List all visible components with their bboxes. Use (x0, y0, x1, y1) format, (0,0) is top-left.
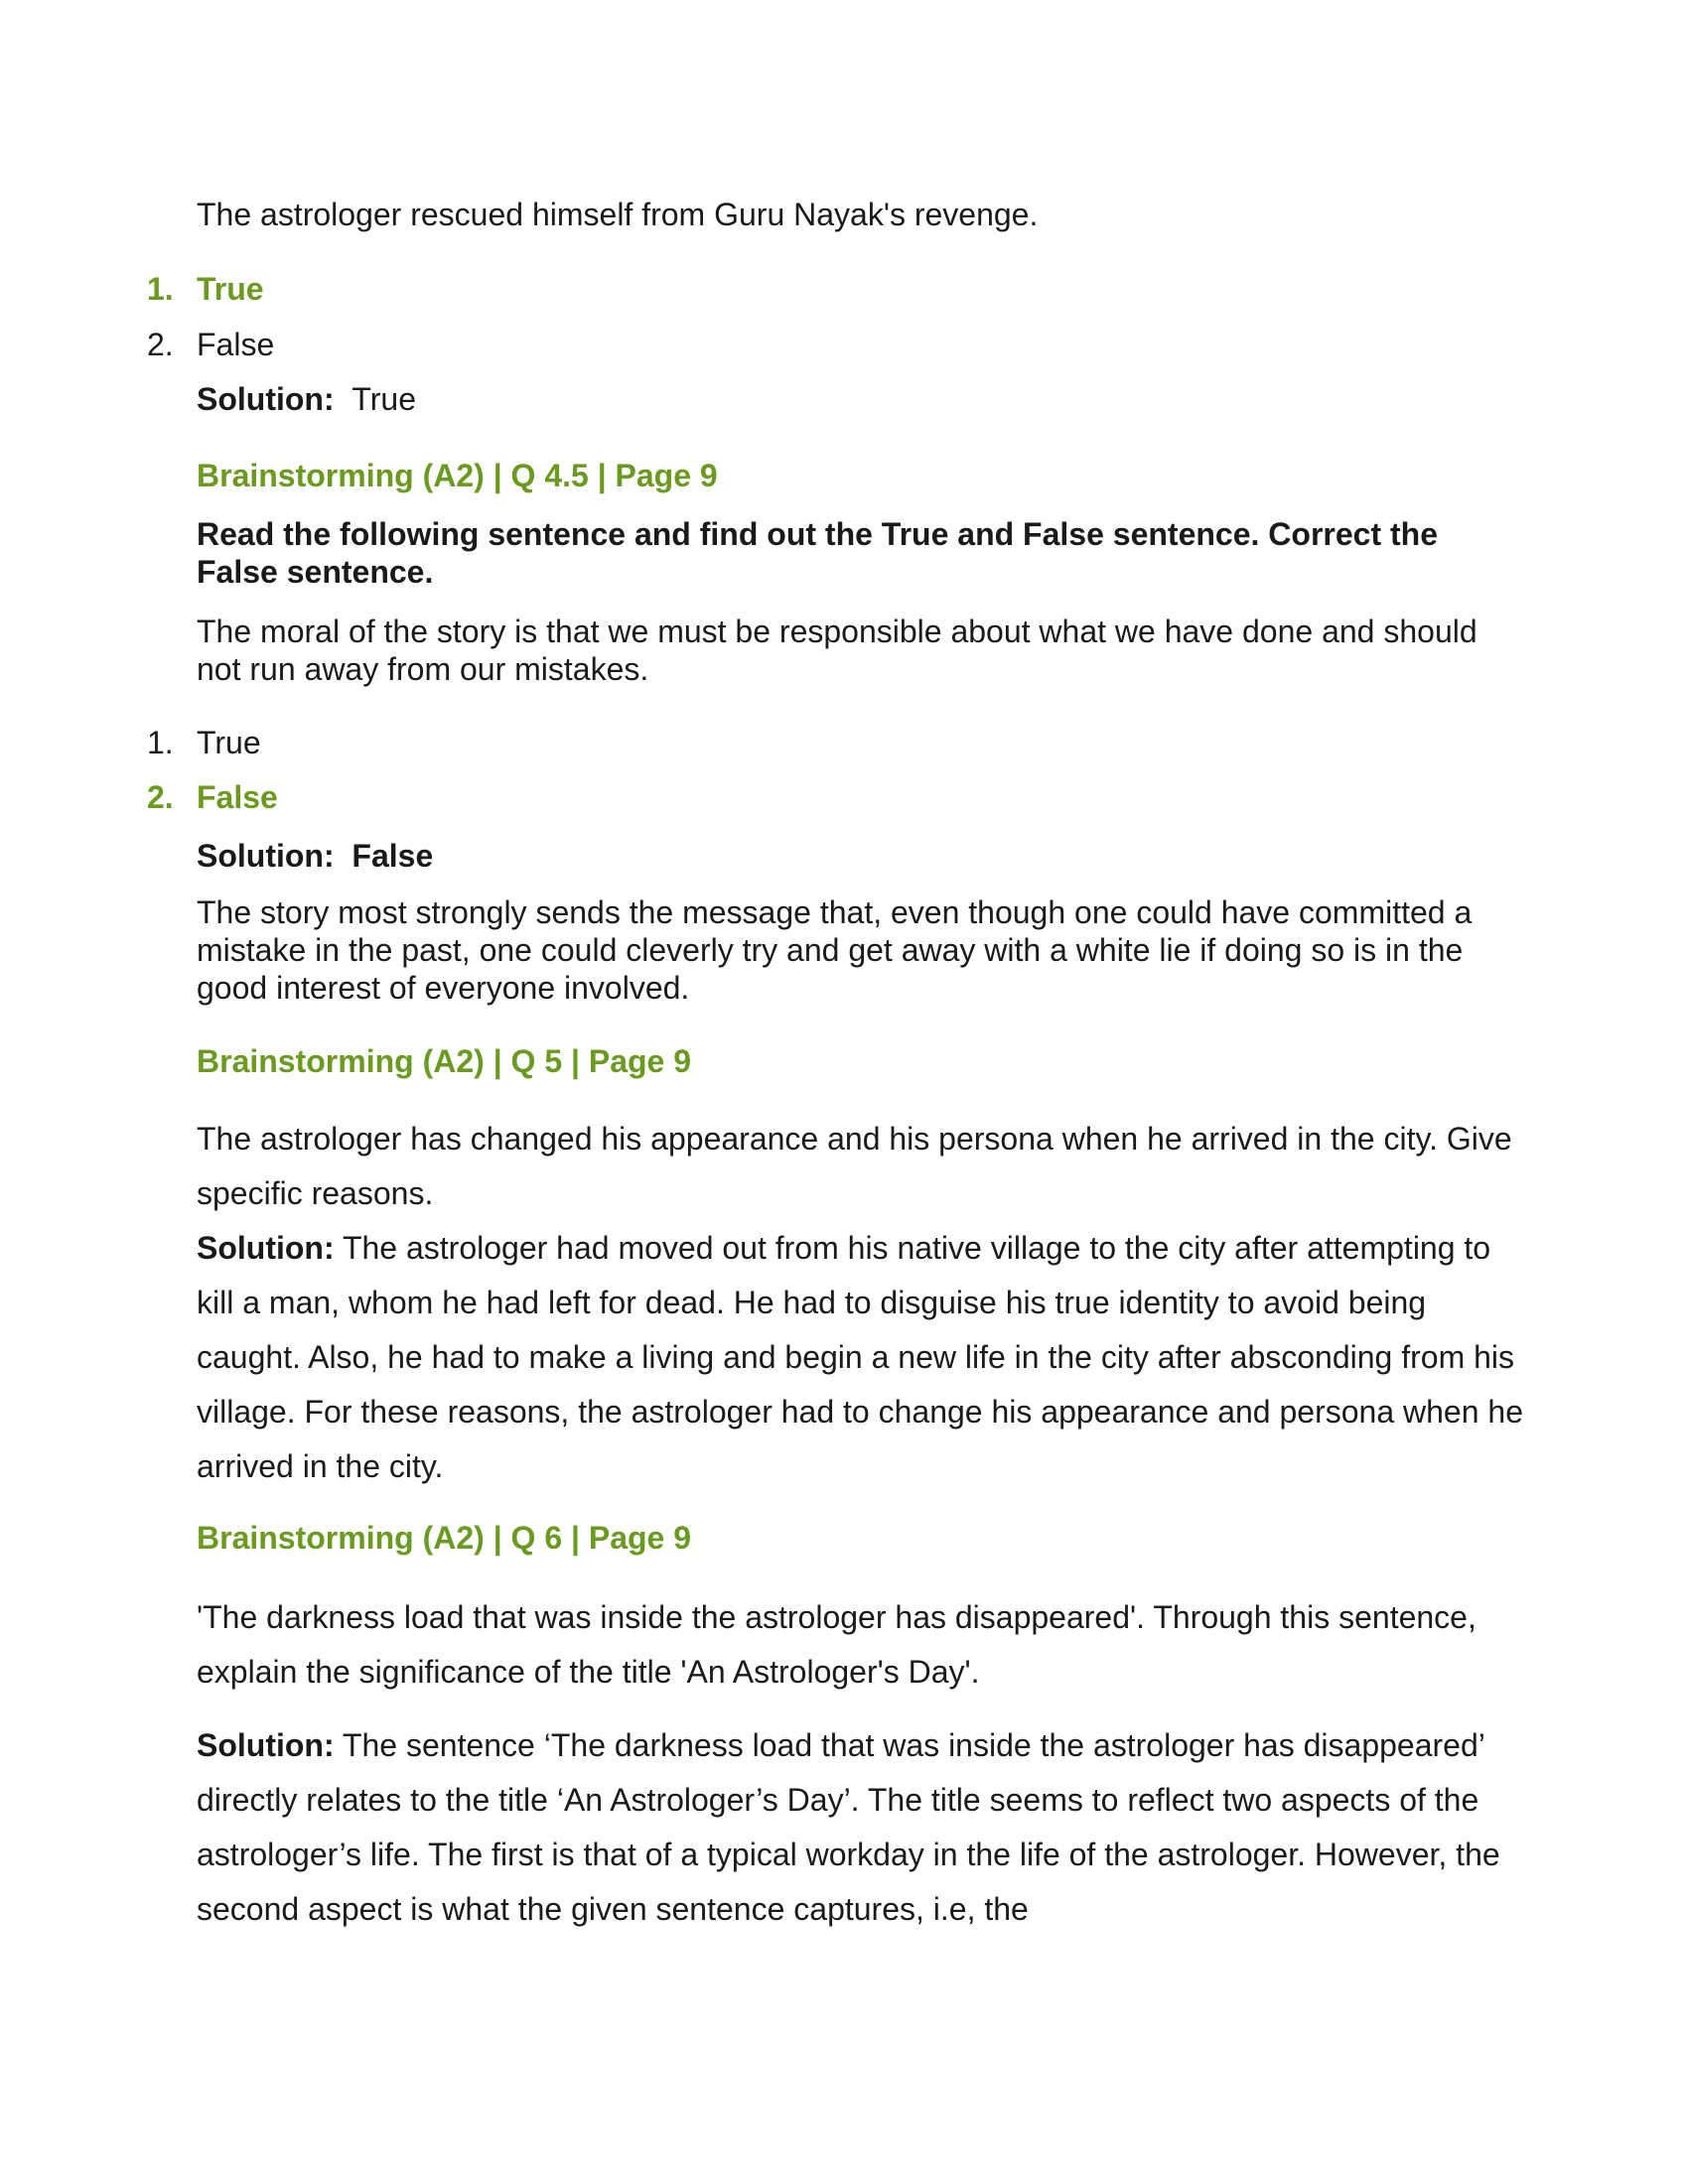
solution-label: Solution: (197, 1727, 335, 1763)
solution-label: Solution: (197, 838, 335, 874)
q45-option-1-number: 1. (147, 725, 174, 760)
q5-question: The astrologer has changed his appearance and his persona when he arrived in the city. Give specific reasons. (197, 1121, 1512, 1211)
q44-option-2-number: 2. (147, 327, 174, 362)
q45-option-1-label: True (197, 725, 261, 760)
q44-option-1-number: 1. (147, 271, 174, 307)
q45-option-2-number: 2. (147, 779, 174, 815)
q44-solution (197, 380, 416, 418)
q44-option-1-label: True (197, 271, 264, 307)
solution-label: Solution: (197, 381, 335, 417)
q45-statement: The moral of the story is that we must be responsible about what we have done and should not run away from our mistakes. (197, 614, 1477, 687)
q6-question: 'The darkness load that was inside the astrologer has disappeared'. Through this sentence, explain the significance of the title 'An Astrologer's Day'. (197, 1599, 1477, 1690)
solution-text: The sentence ‘The darkness load that was inside the astrologer has disappeared’ directly relates to the title ‘An Astrologer’s Day’. The title seems to reflect two aspects of the astrologer’s life. The first is that of a typical workday in the life of the astrologer. However, the second aspect is what the given sentence captures, i.e, the (197, 1727, 1500, 1927)
q6-heading: Brainstorming (A2) | Q 6 | Page 9 (197, 1520, 692, 1556)
q6-solution (197, 1718, 1527, 1937)
solution-value: False (352, 838, 434, 874)
q44-statement: The astrologer rescued himself from Guru Nayak's revenge. (197, 197, 1039, 232)
q45-option-2-label: False (197, 779, 278, 815)
q5-heading: Brainstorming (A2) | Q 5 | Page 9 (197, 1043, 692, 1079)
q45-solution (197, 837, 433, 875)
solution-value: True (352, 381, 417, 417)
q45-heading: Brainstorming (A2) | Q 4.5 | Page 9 (197, 458, 718, 493)
solution-label: Solution: (197, 1230, 335, 1266)
solution-text: The astrologer had moved out from his native village to the city after attempting to kill a man, whom he had left for dead. He had to disguise his true identity to avoid being caught. Also, he had to make a living and begin a new life in the city after absconding from his village. For these reasons, the astrologer had to change his appearance and persona when he arrived in the city. (197, 1230, 1523, 1484)
q44-option-2-label: False (197, 327, 275, 362)
q5-solution (197, 1221, 1527, 1494)
q45-correction: The story most strongly sends the message that, even though one could have committed a mistake in the past, one could cleverly try and get away with a white lie if doing so is in the good interest of everyone involved. (197, 894, 1473, 1006)
q45-instruction: Read the following sentence and find out the True and False sentence. Correct the False sentence. (197, 516, 1438, 590)
